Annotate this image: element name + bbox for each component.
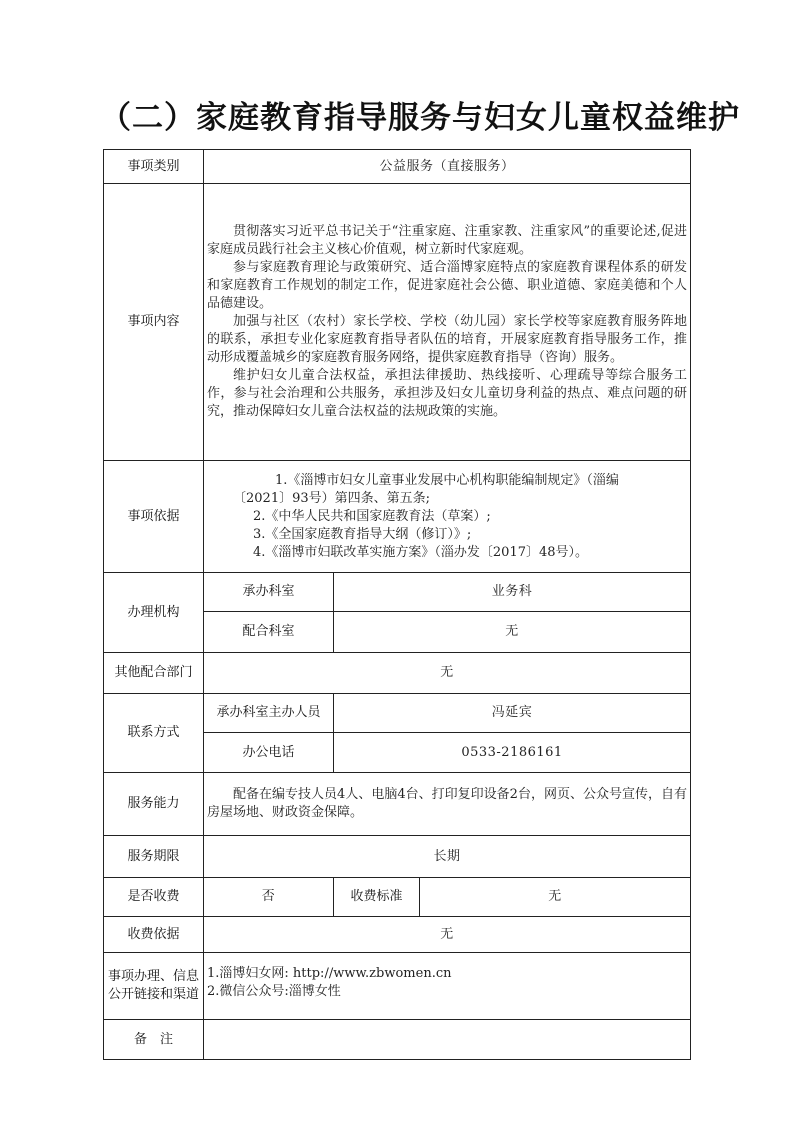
category-value: 公益服务（直接服务） xyxy=(204,150,691,184)
fee-basis-value: 无 xyxy=(204,917,691,953)
lead-office-label: 承办科室 xyxy=(204,573,334,612)
assist-office-value: 无 xyxy=(334,612,691,653)
row-content xyxy=(104,184,691,461)
row-category xyxy=(104,150,691,184)
agency-label: 办理机构 xyxy=(104,573,204,653)
capacity-value xyxy=(204,773,691,836)
contact-person-value: 冯延宾 xyxy=(334,694,691,733)
channels-value xyxy=(204,953,691,1020)
basis-item: 2.《中华人民共和国家庭教育法（草案）; xyxy=(253,508,491,524)
lead-office-value: 业务科 xyxy=(334,573,691,612)
assist-office-label: 配合科室 xyxy=(204,612,334,653)
capacity-text: 配备在编专技人员4人、电脑4台、打印复印设备2台，网页、公众号宣传，自有房屋场地、财政资金保障。 xyxy=(207,787,688,820)
contact-person-label: 承办科室主办人员 xyxy=(204,694,334,733)
content-paragraph: 参与家庭教育理论与政策研究、适合淄博家庭特点的家庭教育课程体系的研发和家庭教育工作规划的制定工作，促进家庭社会公德、职业道德、家庭美德和个人品德建设。 xyxy=(207,260,688,311)
remarks-value xyxy=(204,1020,691,1060)
channels-label: 事项办理、信息公开链接和渠道 xyxy=(104,953,204,1020)
fee-label: 是否收费 xyxy=(104,878,204,917)
content-label: 事项内容 xyxy=(104,184,204,461)
row-term xyxy=(104,836,691,878)
term-value: 长期 xyxy=(204,836,691,878)
page-title: （二）家庭教育指导服务与妇女儿童权益维护 xyxy=(100,100,740,136)
row-agency-lead xyxy=(104,573,691,612)
service-table xyxy=(103,149,691,1060)
fee-basis-label: 收费依据 xyxy=(104,917,204,953)
basis-item: 〔2021〕93号）第四条、第五条; xyxy=(233,490,431,506)
channel-website[interactable]: 1.淄博妇女网: http://www.zbwomen.cn xyxy=(207,966,452,981)
row-remarks xyxy=(104,1020,691,1060)
fee-standard-value: 无 xyxy=(420,878,691,917)
other-depts-label: 其他配合部门 xyxy=(104,653,204,694)
row-fee-basis xyxy=(104,917,691,953)
row-basis xyxy=(104,461,691,573)
phone-value: 0533-2186161 xyxy=(334,733,691,773)
basis-item: 4.《淄博市妇联改革实施方案》（淄办发〔2017〕48号）。 xyxy=(253,544,589,560)
content-value xyxy=(204,184,691,461)
content-paragraph: 维护妇女儿童合法权益，承担法律援助、热线接听、心理疏导等综合服务工作，参与社会治理和公共服务，承担涉及妇女儿童切身利益的热点、难点问题的研究，推动保障妇女儿童合法权益的法规政策的实施。 xyxy=(207,368,688,419)
content-paragraph: 贯彻落实习近平总书记关于“注重家庭、注重家教、注重家风”的重要论述,促进家庭成员践行社会主义核心价值观，树立新时代家庭观。 xyxy=(207,224,688,257)
basis-item: 1.《淄博市妇女儿童事业发展中心机构职能编制规定》（淄编 xyxy=(275,472,619,488)
remarks-label: 备 注 xyxy=(104,1020,204,1060)
row-other-depts xyxy=(104,653,691,694)
fee-value: 否 xyxy=(204,878,334,917)
row-channels xyxy=(104,953,691,1020)
row-contact-person xyxy=(104,694,691,733)
content-paragraph: 加强与社区（农村）家长学校、学校（幼儿园）家长学校等家庭教育服务阵地的联系，承担专业化家庭教育指导者队伍的培育，开展家庭教育指导服务工作，推动形成覆盖城乡的家庭教育服务网络，提供家庭教育指导（咨询）服务。 xyxy=(207,314,688,365)
channel-wechat: 2.微信公众号:淄博女性 xyxy=(207,984,341,999)
term-label: 服务期限 xyxy=(104,836,204,878)
basis-label: 事项依据 xyxy=(104,461,204,573)
basis-item: 3.《全国家庭教育指导大纲（修订）》; xyxy=(253,526,472,542)
basis-value xyxy=(204,461,691,573)
fee-standard-label: 收费标准 xyxy=(334,878,420,917)
contact-label: 联系方式 xyxy=(104,694,204,773)
row-capacity xyxy=(104,773,691,836)
capacity-label: 服务能力 xyxy=(104,773,204,836)
row-fee xyxy=(104,878,691,917)
category-label: 事项类别 xyxy=(104,150,204,184)
phone-label: 办公电话 xyxy=(204,733,334,773)
other-depts-value: 无 xyxy=(204,653,691,694)
